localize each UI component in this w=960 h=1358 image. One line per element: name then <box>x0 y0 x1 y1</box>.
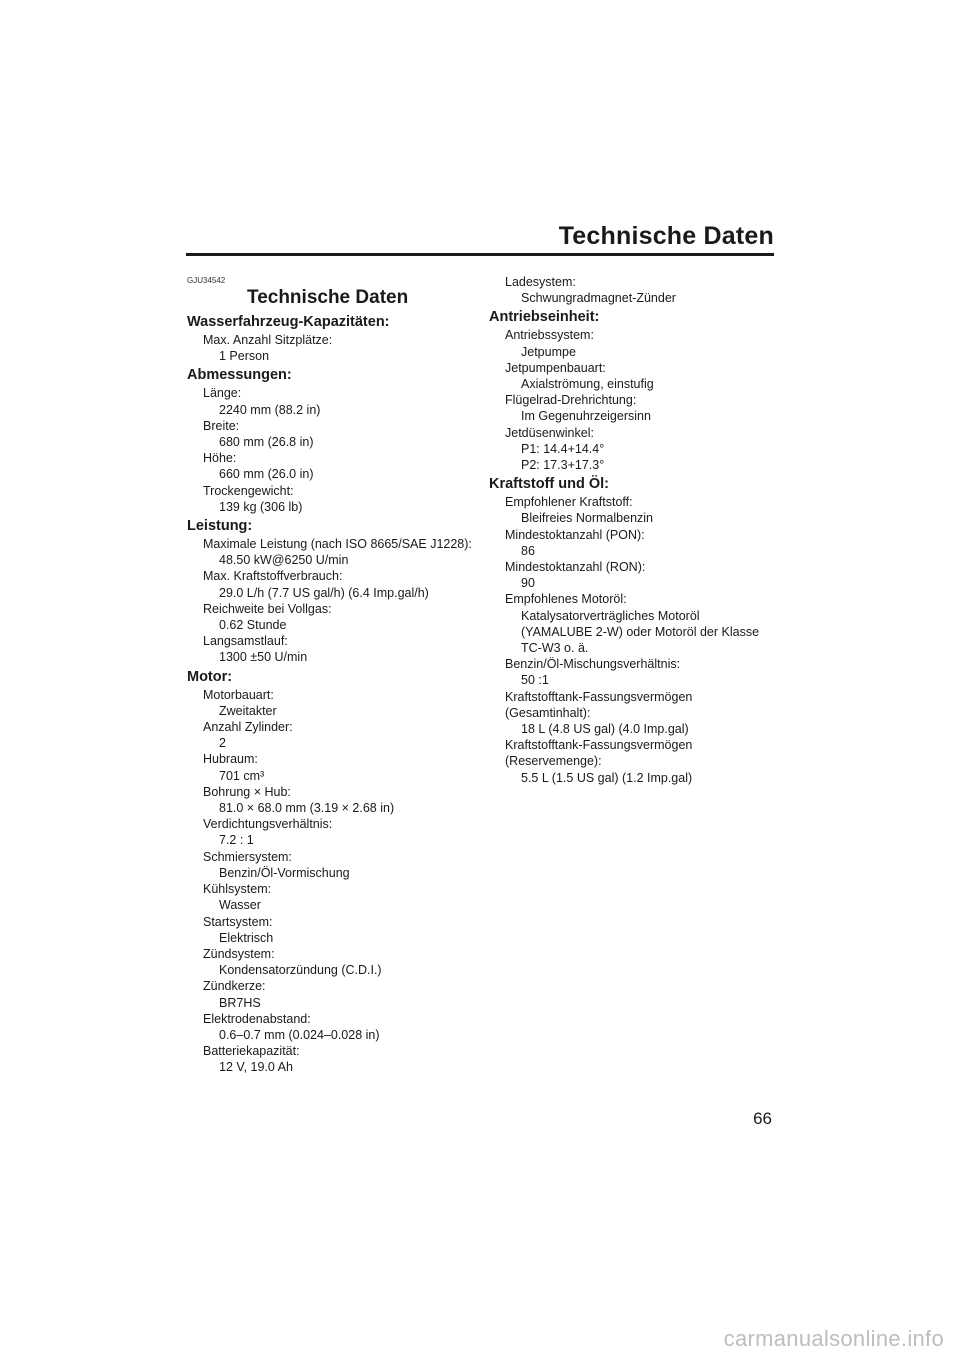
spec-value: Axialströmung, einstufig <box>521 377 654 392</box>
spec-group <box>187 517 487 666</box>
page-header-title: Technische Daten <box>558 222 774 250</box>
spec-label: Max. Kraftstoffverbrauch: <box>203 569 343 584</box>
spec-value: 90 <box>521 576 535 591</box>
spec-value: 29.0 L/h (7.7 US gal/h) (6.4 Imp.gal/h) <box>219 585 429 600</box>
spec-item <box>187 881 487 913</box>
spec-value: 86 <box>521 543 535 558</box>
spec-label: Zündkerze: <box>203 979 266 994</box>
spec-value: Im Gegenuhrzeigersinn <box>521 409 651 424</box>
spec-label: Schmiersystem: <box>203 849 292 864</box>
spec-item <box>489 392 789 424</box>
spec-label: Bohrung × Hub: <box>203 784 291 799</box>
spec-label: Mindestoktanzahl (PON): <box>505 527 645 542</box>
spec-item <box>187 385 487 417</box>
spec-value: Elektrisch <box>219 930 274 945</box>
spec-item <box>489 689 789 738</box>
spec-item <box>187 450 487 482</box>
spec-label: Jetpumpenbauart: <box>505 360 606 375</box>
spec-item <box>187 978 487 1010</box>
spec-label: Kühlsystem: <box>203 882 272 897</box>
spec-value: 18 L (4.8 US gal) (4.0 Imp.gal) <box>521 722 689 737</box>
spec-label: Länge: <box>203 386 242 401</box>
spec-value: 660 mm (26.0 in) <box>219 467 314 482</box>
group-title: Motor: <box>187 668 233 685</box>
spec-label: Max. Anzahl Sitzplätze: <box>203 333 333 347</box>
spec-value: 5.5 L (1.5 US gal) (1.2 Imp.gal) <box>521 770 693 785</box>
spec-value: Benzin/Öl-Vormischung <box>219 865 350 880</box>
spec-value: 2240 mm (88.2 in) <box>219 402 321 417</box>
spec-item <box>187 946 487 978</box>
spec-value: 1300 ±50 U/min <box>219 650 308 665</box>
spec-item <box>489 360 789 392</box>
spec-label: (Reservemenge): <box>505 754 602 769</box>
spec-group <box>187 313 487 364</box>
spec-group <box>489 475 789 786</box>
spec-label: Batteriekapazität: <box>203 1044 300 1059</box>
spec-value: 1 Person <box>219 349 270 364</box>
left-column <box>187 276 487 1076</box>
spec-value: BR7HS <box>219 995 261 1010</box>
spec-label: Langsamstlauf: <box>203 634 288 649</box>
spec-value: (YAMALUBE 2-W) oder Motoröl der Klasse <box>521 624 760 639</box>
spec-value: Katalysatorverträgliches Motoröl <box>521 608 700 623</box>
spec-value: Kondensatorzündung (C.D.I.) <box>219 963 382 978</box>
spec-label: Höhe: <box>203 451 237 466</box>
spec-item <box>187 1011 487 1043</box>
spec-item <box>187 849 487 881</box>
spec-item <box>489 591 789 656</box>
spec-item <box>489 494 789 526</box>
spec-label: Reichweite bei Vollgas: <box>203 601 332 616</box>
group-title: Antriebseinheit: <box>489 309 600 326</box>
spec-value: 7.2 : 1 <box>219 833 254 848</box>
spec-value: Bleifreies Normalbenzin <box>521 511 654 526</box>
spec-label: Mindestoktanzahl (RON): <box>505 560 646 575</box>
spec-value: 81.0 × 68.0 mm (3.19 × 2.68 in) <box>219 801 395 816</box>
spec-value: P2: 17.3+17.3° <box>521 458 605 473</box>
spec-value: 701 cm³ <box>219 768 265 783</box>
spec-item <box>489 425 789 474</box>
spec-group <box>489 308 789 473</box>
spec-label: Kraftstofftank-Fassungsvermögen <box>505 738 693 753</box>
spec-value: 48.50 kW@6250 U/min <box>219 553 349 568</box>
group-title: Kraftstoff und Öl: <box>489 476 610 493</box>
spec-label: Startsystem: <box>203 914 273 929</box>
spec-value: Wasser <box>219 898 261 913</box>
spec-value: 0.62 Stunde <box>219 618 287 633</box>
spec-item <box>187 751 487 783</box>
spec-label: (Gesamtinhalt): <box>505 705 591 720</box>
spec-item <box>187 536 487 568</box>
header-rule <box>186 253 774 256</box>
spec-item <box>187 1043 487 1075</box>
spec-item <box>187 633 487 665</box>
spec-item <box>187 914 487 946</box>
spec-item <box>187 568 487 600</box>
spec-label: Empfohlener Kraftstoff: <box>505 495 633 510</box>
spec-item <box>489 656 789 688</box>
spec-value: Schwungradmagnet-Zünder <box>521 291 676 306</box>
spec-value: P1: 14.4+14.4° <box>521 441 605 456</box>
watermark: carmanualsonline.info <box>723 1326 944 1351</box>
spec-value: 12 V, 19.0 Ah <box>219 1060 293 1075</box>
left-spec-groups <box>187 313 487 1076</box>
spec-value: 0.6–0.7 mm (0.024–0.028 in) <box>219 1027 380 1042</box>
spec-item <box>187 687 487 719</box>
spec-value: TC-W3 o. ä. <box>521 641 589 656</box>
spec-label: Motorbauart: <box>203 687 274 702</box>
spec-label: Antriebssystem: <box>505 328 594 343</box>
spec-value: 139 kg (306 lb) <box>219 499 303 514</box>
spec-value: 680 mm (26.8 in) <box>219 435 314 450</box>
spec-item <box>187 784 487 816</box>
spec-item <box>489 274 789 306</box>
spec-value: 50 :1 <box>521 673 549 688</box>
spec-item <box>489 527 789 559</box>
group-title: Wasserfahrzeug-Kapazitäten: <box>187 314 390 330</box>
spec-group <box>187 668 487 1076</box>
spec-value: Jetpumpe <box>521 344 576 359</box>
spec-item <box>489 559 789 591</box>
section-title: Technische Daten <box>247 287 409 308</box>
spec-label: Trockengewicht: <box>203 483 294 498</box>
spec-label: Verdichtungsverhältnis: <box>203 817 333 832</box>
spec-label: Jetdüsenwinkel: <box>505 425 594 440</box>
right-spec-groups <box>489 274 789 786</box>
spec-item <box>489 737 789 786</box>
spec-item <box>187 483 487 515</box>
spec-label: Maximale Leistung (nach ISO 8665/SAE J1228): <box>203 537 472 552</box>
spec-group <box>187 366 487 515</box>
section-code: GJU34542 <box>187 276 226 285</box>
spec-value: Zweitakter <box>219 703 277 718</box>
spec-label: Elektrodenabstand: <box>203 1011 311 1026</box>
spec-label: Kraftstofftank-Fassungsvermögen <box>505 689 693 704</box>
spec-item <box>489 327 789 359</box>
group-title: Abmessungen: <box>187 367 292 384</box>
spec-item <box>187 719 487 751</box>
spec-label: Benzin/Öl-Mischungsverhältnis: <box>505 657 681 672</box>
spec-group <box>489 274 789 306</box>
spec-item <box>187 332 487 364</box>
group-title: Leistung: <box>187 518 253 535</box>
spec-item <box>187 816 487 848</box>
right-column <box>489 274 789 786</box>
spec-label: Ladesystem: <box>505 275 576 289</box>
spec-label: Flügelrad-Drehrichtung: <box>505 393 637 408</box>
spec-label: Breite: <box>203 418 240 433</box>
spec-label: Hubraum: <box>203 752 258 767</box>
page-number: 66 <box>753 1109 772 1128</box>
spec-label: Empfohlenes Motoröl: <box>505 592 627 607</box>
spec-label: Zündsystem: <box>203 946 275 961</box>
spec-value: 2 <box>219 736 226 751</box>
spec-item <box>187 601 487 633</box>
spec-label: Anzahl Zylinder: <box>203 720 293 735</box>
spec-item <box>187 418 487 450</box>
